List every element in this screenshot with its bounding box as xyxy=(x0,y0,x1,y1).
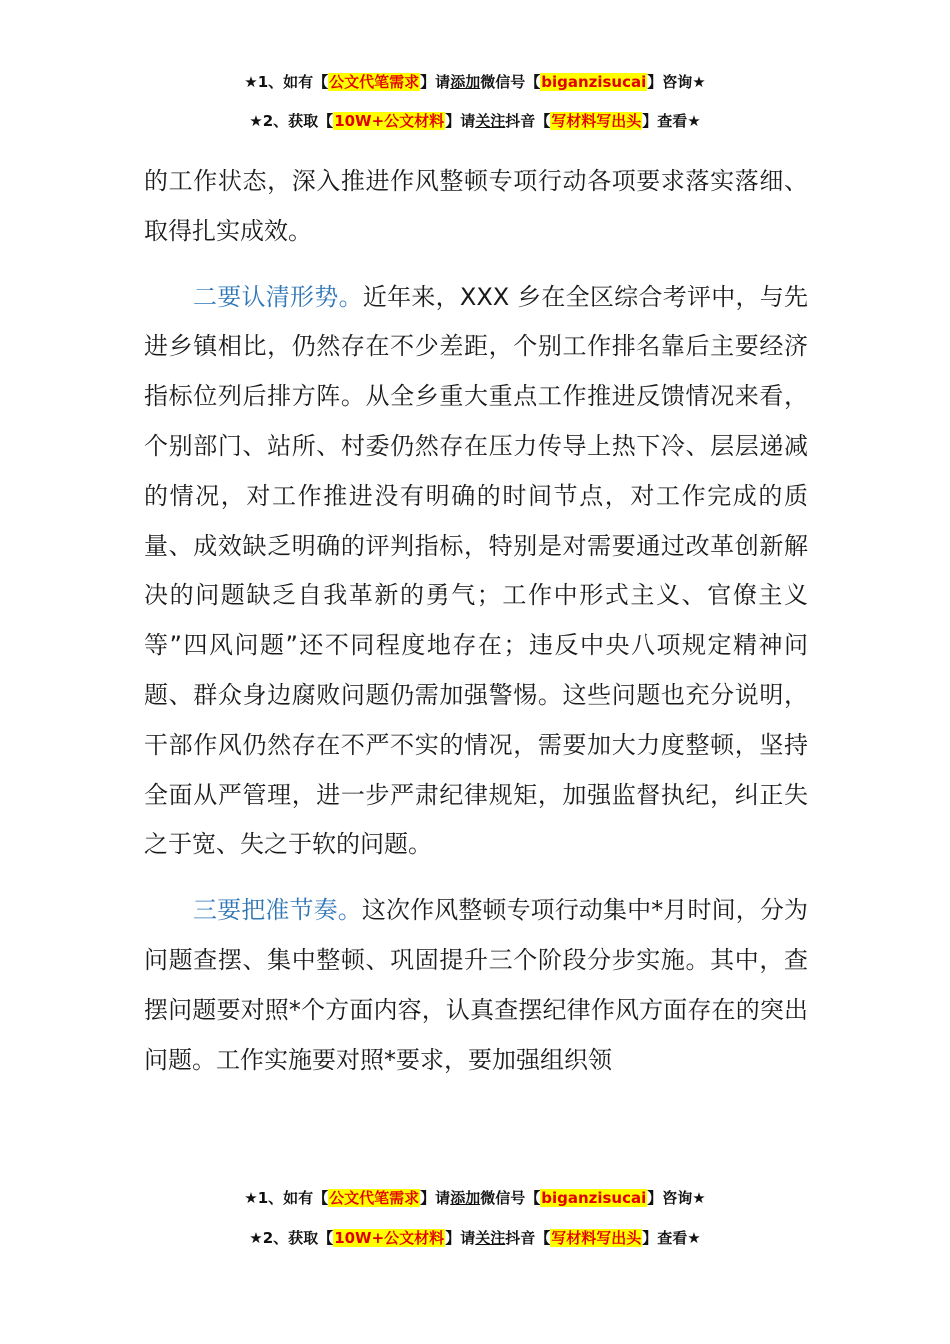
paragraph-lead: 三要把准节奏。 xyxy=(193,896,362,925)
document-body xyxy=(144,157,808,1085)
bottom-banner-line-1 xyxy=(0,1187,950,1209)
banner-text: 】请 xyxy=(445,1229,476,1247)
banner-text: 微信号【 xyxy=(480,73,541,91)
banner-highlight: biganzisucai xyxy=(541,1189,647,1207)
banner-text: 】请 xyxy=(420,73,451,91)
paragraph-continuation: 的工作状态，深入推进作风整顿专项行动各项要求落实落细、取得扎实成效。 xyxy=(144,167,808,245)
paragraph-rhythm xyxy=(144,886,808,1085)
banner-text: 抖音【 xyxy=(505,1229,551,1247)
banner-text: 】咨询★ xyxy=(647,1189,706,1207)
banner-text: ★2、获取【 xyxy=(249,1229,334,1247)
banner-text: 】请 xyxy=(420,1189,451,1207)
banner-text: ★1、如有【 xyxy=(244,73,329,91)
banner-text: 微信号【 xyxy=(480,1189,541,1207)
top-banner-line-2 xyxy=(0,110,950,132)
paragraph-body: 近年来，XXX 乡在全区综合考评中，与先进乡镇相比，仍然存在不少差距，个别工作排名靠后主要经济指标位列后排方阵。从全乡重大重点工作推进反馈情况来看，个别部门、站所、村委仍然存在压力传导上热下冷、层层递减的情况，对工作推进没有明确的时间节点，对工作完成的质量、成效缺乏明确的评判指标，特别是对需要通过改革创新解决的问题缺乏自我革新的勇气；工作中形式主义、官僚主义等”四风问题”还不同程度地存在；违反中央八项规定精神问题、群众身边腐败问题仍需加强警惕。这些问题也充分说明，干部作风仍然存在不严不实的情况，需要加大力度整顿，坚持全面从严管理，进一步严肃纪律规矩，加强监督执纪，纠正失之于宽、失之于软的问题。 xyxy=(144,282,809,859)
banner-underline: 关注 xyxy=(475,112,506,130)
banner-highlight: 10W+公文材料 xyxy=(334,1229,445,1247)
banner-underline: 关注 xyxy=(475,1229,506,1247)
banner-text: 】查看★ xyxy=(642,1229,701,1247)
banner-underline: 添加 xyxy=(450,73,481,91)
banner-highlight: 公文代笔需求 xyxy=(329,73,420,91)
paragraph-lead: 二要认清形势。 xyxy=(193,282,363,311)
banner-highlight: 公文代笔需求 xyxy=(329,1189,420,1207)
bottom-banner-line-2 xyxy=(0,1227,950,1249)
banner-text: 】查看★ xyxy=(642,112,701,130)
paragraph-situation xyxy=(144,273,808,871)
banner-highlight: 10W+公文材料 xyxy=(334,112,445,130)
banner-highlight: 写材料写出头 xyxy=(551,112,642,130)
banner-text: ★1、如有【 xyxy=(244,1189,329,1207)
top-banner-line-1 xyxy=(0,71,950,93)
banner-text: 抖音【 xyxy=(505,112,551,130)
banner-text: 】请 xyxy=(445,112,476,130)
paragraph-body: 这次作风整顿专项行动集中*月时间，分为问题查摆、集中整顿、巩固提升三个阶段分步实施。其中，查摆问题要对照*个方面内容，认真查摆纪律作风方面存在的突出问题。工作实施要对照*要求，要加强组织领 xyxy=(144,896,809,1074)
banner-highlight: 写材料写出头 xyxy=(551,1229,642,1247)
banner-text: ★2、获取【 xyxy=(249,112,334,130)
banner-underline: 添加 xyxy=(450,1189,481,1207)
banner-highlight: biganzisucai xyxy=(541,73,647,91)
banner-text: 】咨询★ xyxy=(647,73,706,91)
